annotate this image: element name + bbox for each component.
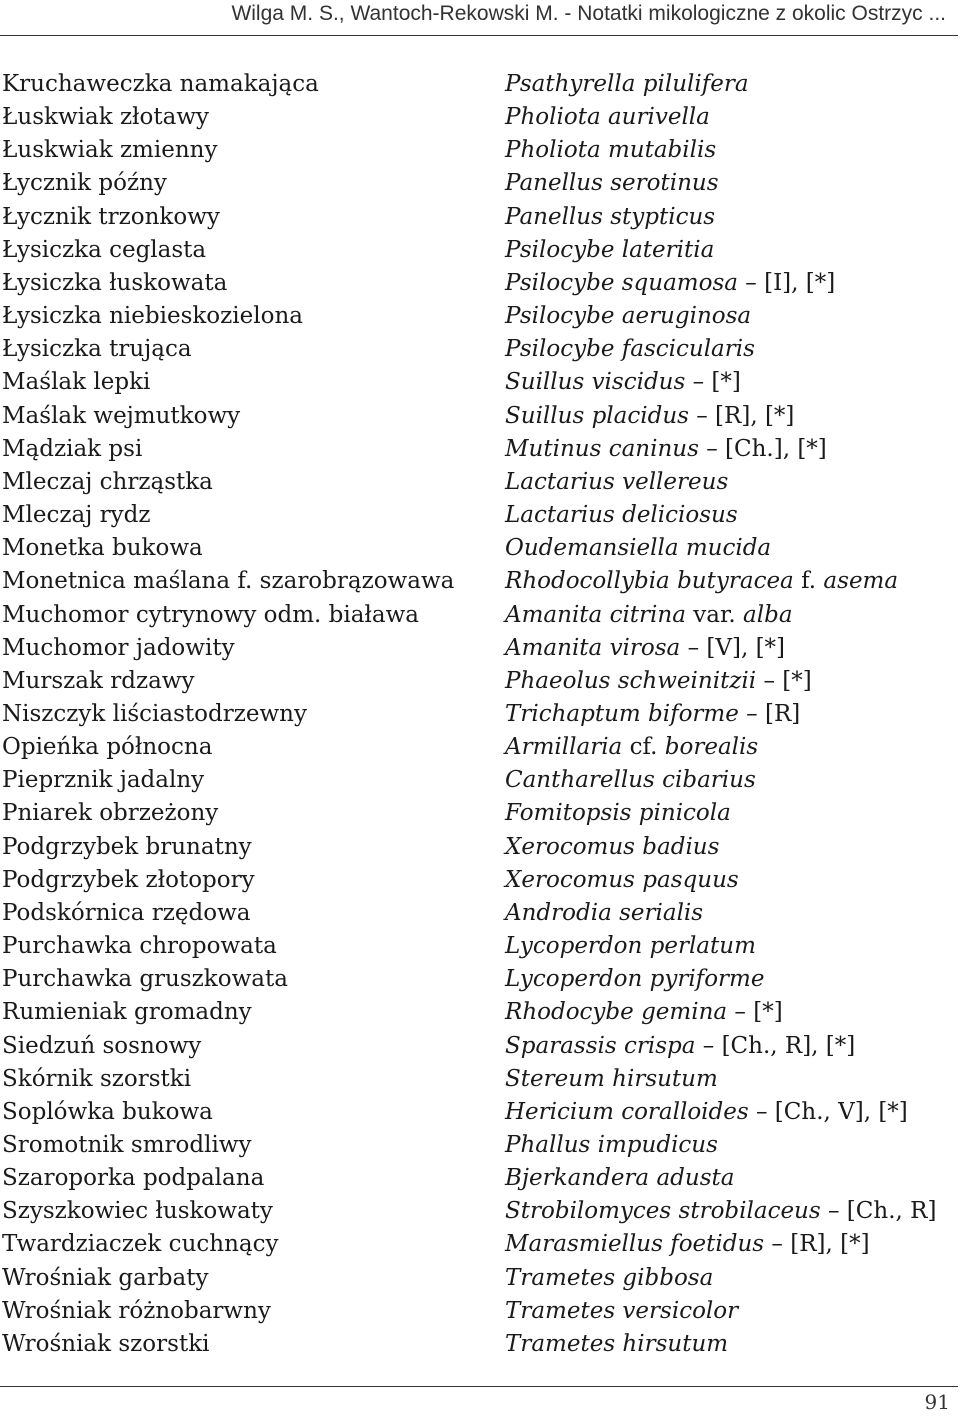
species-row xyxy=(0,1129,958,1162)
latin-name: Oudemansiella mucida xyxy=(505,535,772,562)
species-row xyxy=(0,532,958,565)
latin-entry xyxy=(505,300,751,333)
latin-entry xyxy=(505,234,714,267)
latin-name: Pholiota mutabilis xyxy=(505,137,717,164)
latin-entry xyxy=(505,333,755,366)
polish-name: Muchomor jadowity xyxy=(2,634,235,661)
latin-entry xyxy=(505,101,710,134)
latin-entry xyxy=(505,1063,718,1096)
status-notes: – [R], [*] xyxy=(688,402,795,429)
polish-name: Monetnica maślana f. szarobrązowawa xyxy=(2,568,455,595)
latin-entry xyxy=(505,1096,908,1129)
latin-name: Rhodocybe gemina xyxy=(505,999,728,1026)
species-row xyxy=(0,400,958,433)
polish-name: Purchawka gruszkowata xyxy=(2,966,288,993)
latin-name: Mutinus caninus xyxy=(505,435,699,462)
polish-name: Mleczaj chrząstka xyxy=(2,468,213,495)
latin-entry xyxy=(505,996,783,1029)
latin-name: Hericium coralloides xyxy=(505,1098,749,1125)
polish-name: Wrośniak garbaty xyxy=(2,1264,209,1291)
latin-entry xyxy=(505,532,771,565)
species-row xyxy=(0,963,958,996)
polish-name: Pniarek obrzeżony xyxy=(2,800,219,827)
polish-name: Łycznik trzonkowy xyxy=(2,203,220,230)
latin-name: Amanita citrina var. alba xyxy=(505,601,793,628)
latin-entry xyxy=(505,599,793,632)
latin-name: Trametes gibbosa xyxy=(505,1264,714,1291)
species-row xyxy=(0,68,958,101)
latin-name: Trametes versicolor xyxy=(505,1297,739,1324)
polish-name: Niszczyk liściastodrzewny xyxy=(2,700,307,727)
polish-name: Monetka bukowa xyxy=(2,535,203,562)
species-row xyxy=(0,831,958,864)
species-row xyxy=(0,167,958,200)
species-row xyxy=(0,1228,958,1261)
latin-entry xyxy=(505,797,731,830)
latin-name: Psilocybe lateritia xyxy=(505,236,715,263)
latin-name: Stereum hirsutum xyxy=(505,1065,718,1092)
species-row xyxy=(0,698,958,731)
latin-name: Psilocybe aeruginosa xyxy=(505,303,752,330)
latin-name: Bjerkandera adusta xyxy=(505,1165,735,1192)
species-row xyxy=(0,632,958,665)
polish-name: Kruchaweczka namakająca xyxy=(2,71,319,97)
species-row xyxy=(0,1262,958,1295)
polish-name: Soplówka bukowa xyxy=(2,1098,213,1125)
polish-name: Podgrzybek złotopory xyxy=(2,866,255,893)
status-notes: – [R], [*] xyxy=(764,1231,870,1258)
status-notes: – [R] xyxy=(738,700,801,727)
latin-name: Psilocybe fascicularis xyxy=(505,336,755,363)
latin-name: Phallus impudicus xyxy=(505,1132,718,1158)
species-row xyxy=(0,433,958,466)
latin-entry xyxy=(505,400,794,433)
status-notes: – [*] xyxy=(727,999,783,1026)
latin-name: Psilocybe squamosa xyxy=(505,269,738,296)
latin-name: Cantharellus cibarius xyxy=(505,767,756,794)
polish-name: Łycznik późny xyxy=(2,170,167,197)
species-row xyxy=(0,797,958,830)
latin-name: Fomitopsis pinicola xyxy=(505,800,731,827)
latin-name: Pholiota aurivella xyxy=(505,104,710,131)
latin-entry xyxy=(505,1295,738,1328)
species-row xyxy=(0,333,958,366)
latin-entry xyxy=(505,930,756,963)
polish-name: Sromotnik smrodliwy xyxy=(2,1132,252,1158)
status-notes: – [*] xyxy=(756,667,812,694)
polish-name: Muchomor cytrynowy odm. biaława xyxy=(2,601,419,628)
latin-entry xyxy=(505,897,703,930)
species-row xyxy=(0,1063,958,1096)
latin-name: Trichaptum biforme xyxy=(505,700,739,727)
status-notes: – [Ch., R] xyxy=(820,1198,937,1225)
latin-name: Sparassis crispa xyxy=(505,1032,696,1059)
latin-entry xyxy=(505,1262,713,1295)
polish-name: Skórnik szorstki xyxy=(2,1065,192,1092)
polish-name: Pieprznik jadalny xyxy=(2,767,205,794)
species-row xyxy=(0,897,958,930)
polish-name: Purchawka chropowata xyxy=(2,933,277,960)
latin-name: Marasmiellus foetidus xyxy=(505,1231,765,1258)
species-row xyxy=(0,499,958,532)
species-row xyxy=(0,565,958,598)
polish-name: Maślak lepki xyxy=(2,369,151,396)
species-row xyxy=(0,466,958,499)
status-notes: – [*] xyxy=(685,369,741,396)
polish-name: Murszak rdzawy xyxy=(2,667,195,694)
species-row xyxy=(0,764,958,797)
polish-name: Łysiczka trująca xyxy=(2,336,192,363)
species-row xyxy=(0,267,958,300)
polish-name: Szyszkowiec łuskowaty xyxy=(2,1198,273,1225)
species-row xyxy=(0,300,958,333)
species-row xyxy=(0,101,958,134)
species-row xyxy=(0,1162,958,1195)
latin-entry xyxy=(505,1228,870,1261)
polish-name: Wrośniak różnobarwny xyxy=(2,1297,271,1324)
polish-name: Łysiczka łuskowata xyxy=(2,269,228,296)
latin-name: Xerocomus badius xyxy=(505,833,720,860)
latin-entry xyxy=(505,201,715,234)
latin-entry xyxy=(505,1129,718,1162)
latin-entry xyxy=(505,632,785,665)
status-notes: – [I], [*] xyxy=(737,269,836,296)
species-row xyxy=(0,1328,958,1361)
species-row xyxy=(0,731,958,764)
latin-name: Armillaria cf. borealis xyxy=(505,734,759,761)
latin-entry xyxy=(505,366,741,399)
page-number: 91 xyxy=(924,1390,950,1414)
latin-name: Strobilomyces strobilaceus xyxy=(505,1198,821,1225)
latin-name: Lycoperdon perlatum xyxy=(505,933,756,960)
latin-name: Suillus viscidus xyxy=(505,369,686,396)
latin-name: Suillus placidus xyxy=(505,402,689,429)
species-row xyxy=(0,134,958,167)
species-row xyxy=(0,599,958,632)
latin-entry xyxy=(505,1162,734,1195)
species-row xyxy=(0,1295,958,1328)
polish-name: Szaroporka podpalana xyxy=(2,1165,265,1192)
polish-name: Podskórnica rzędowa xyxy=(2,899,251,926)
latin-entry xyxy=(505,267,835,300)
species-list xyxy=(0,68,958,1361)
species-row xyxy=(0,1195,958,1228)
status-notes: – [Ch., R], [*] xyxy=(695,1032,856,1059)
species-row xyxy=(0,864,958,897)
species-row xyxy=(0,930,958,963)
species-row xyxy=(0,366,958,399)
latin-entry xyxy=(505,68,749,101)
polish-name: Maślak wejmutkowy xyxy=(2,402,241,429)
latin-name: Xerocomus pasquus xyxy=(505,866,739,893)
polish-name: Łuskwiak złotawy xyxy=(2,104,209,131)
species-row xyxy=(0,1096,958,1129)
footer-rule xyxy=(0,1386,958,1387)
latin-entry xyxy=(505,466,728,499)
species-row xyxy=(0,665,958,698)
latin-name: Lycoperdon pyriforme xyxy=(505,966,765,993)
polish-name: Podgrzybek brunatny xyxy=(2,833,252,860)
latin-name: Lactarius deliciosus xyxy=(505,502,738,529)
status-notes: – [Ch., V], [*] xyxy=(748,1098,908,1125)
polish-name: Rumieniak gromadny xyxy=(2,999,252,1026)
polish-name: Siedzuń sosnowy xyxy=(2,1032,202,1059)
status-notes: – [V], [*] xyxy=(680,634,786,661)
latin-entry xyxy=(505,864,739,897)
header-rule xyxy=(0,35,958,36)
polish-name: Wrośniak szorstki xyxy=(2,1330,210,1357)
latin-entry xyxy=(505,1030,855,1063)
species-row xyxy=(0,1030,958,1063)
latin-entry xyxy=(505,134,716,167)
latin-name: Androdia serialis xyxy=(505,899,704,926)
latin-name: Trametes hirsutum xyxy=(505,1330,729,1357)
polish-name: Łuskwiak zmienny xyxy=(2,137,218,164)
polish-name: Twardziaczek cuchnący xyxy=(2,1231,279,1258)
latin-name: Panellus serotinus xyxy=(505,170,719,197)
latin-entry xyxy=(505,433,827,466)
polish-name: Łysiczka ceglasta xyxy=(2,236,207,263)
latin-name: Panellus stypticus xyxy=(505,203,716,230)
latin-entry xyxy=(505,731,758,764)
latin-entry xyxy=(505,167,719,200)
latin-name: Lactarius vellereus xyxy=(505,468,729,495)
polish-name: Mleczaj rydz xyxy=(2,502,151,529)
latin-entry xyxy=(505,665,812,698)
latin-name: Rhodocollybia butyracea f. asema xyxy=(505,568,899,595)
latin-entry xyxy=(505,963,764,996)
latin-entry xyxy=(505,1195,936,1228)
running-head-title: Wilga M. S., Wantoch-Rekowski M. - Notatki mikologiczne z okolic Ostrzyc ... xyxy=(231,2,946,25)
latin-entry xyxy=(505,698,800,731)
latin-entry xyxy=(505,1328,728,1361)
latin-entry xyxy=(505,565,898,598)
species-row xyxy=(0,234,958,267)
species-row xyxy=(0,201,958,234)
latin-name: Phaeolus schweinitzii xyxy=(505,667,757,694)
status-notes: – [Ch.], [*] xyxy=(698,435,827,462)
latin-entry xyxy=(505,499,738,532)
polish-name: Mądziak psi xyxy=(2,435,143,462)
latin-name: Amanita virosa xyxy=(505,634,681,661)
latin-entry xyxy=(505,831,719,864)
species-row xyxy=(0,996,958,1029)
latin-name: Psathyrella pilulifera xyxy=(505,71,749,97)
polish-name: Łysiczka niebieskozielona xyxy=(2,303,303,330)
polish-name: Opieńka północna xyxy=(2,734,213,761)
latin-entry xyxy=(505,764,756,797)
